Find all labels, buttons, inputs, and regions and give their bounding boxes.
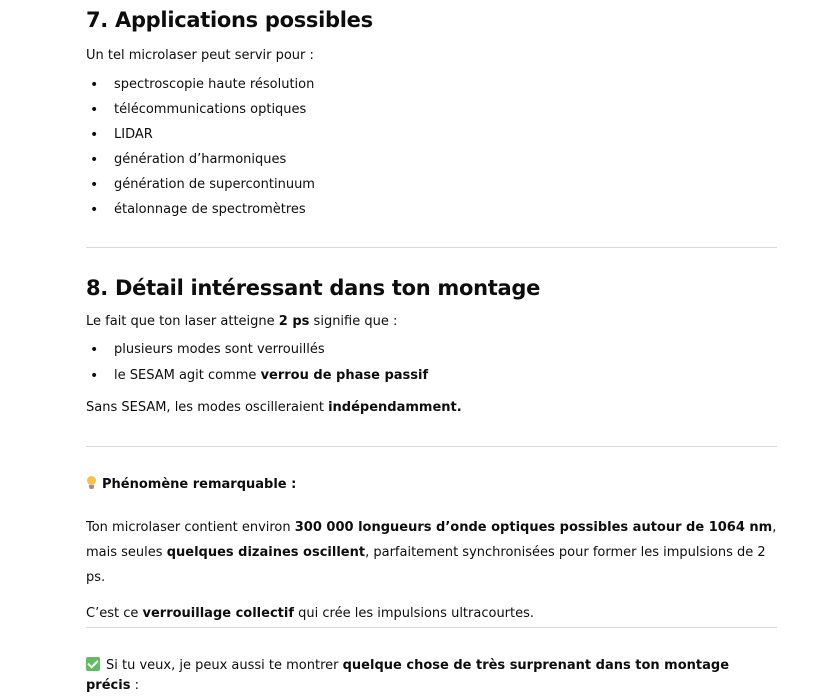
bold-text: verrou de phase passif [260, 368, 429, 383]
section-8 [86, 274, 777, 418]
bold-text: quelques dizaines oscillent [166, 545, 366, 560]
text: Le fait que ton laser atteigne [86, 314, 279, 329]
section-8-conclusion [86, 398, 777, 418]
text: : [130, 678, 139, 693]
divider [86, 627, 777, 628]
checkmark-icon [86, 657, 100, 671]
text: Sans SESAM, les modes oscilleraient [86, 400, 329, 415]
text: signifie que : [309, 314, 398, 329]
list-item: • plusieurs modes sont verrouillés [86, 340, 777, 360]
section-8-intro [86, 312, 777, 332]
callout-title [86, 475, 777, 495]
text: C’est ce [86, 606, 143, 621]
text: Ton microlaser contient environ [86, 520, 295, 535]
list-item [86, 366, 777, 386]
divider [86, 446, 777, 447]
callout-paragraph-1 [86, 515, 777, 590]
section-7-intro: Un tel microlaser peut servir pour : [86, 48, 314, 63]
bold-text: 300 000 longueurs d’onde optiques possibles autour de 1064 nm [294, 520, 773, 535]
list-item: • étalonnage de spectromètres [86, 200, 777, 220]
text: le SESAM agit comme [114, 368, 261, 383]
section-8-list [86, 340, 777, 386]
section-7 [86, 6, 777, 220]
list-item: • génération de supercontinuum [86, 175, 777, 195]
callout-title-text: Phénomène remarquable : [102, 477, 297, 492]
text: Si tu veux, je peux aussi te montrer [106, 658, 343, 673]
applications-list [86, 75, 777, 220]
list-item: • génération d’harmoniques [86, 150, 777, 170]
callout [86, 475, 777, 624]
divider [86, 247, 777, 248]
text: qui crée les impulsions ultracourtes. [294, 606, 535, 621]
section-7-title: 7. Applications possibles [86, 8, 373, 32]
list-item: • spectroscopie haute résolution [86, 75, 777, 95]
text: , mais seules [86, 520, 777, 560]
bold-text: verrouillage collectif [142, 606, 294, 621]
footer-offer [86, 656, 777, 696]
section-8-title: 8. Détail intéressant dans ton montage [86, 276, 541, 300]
bold-text: indépendamment. [328, 400, 462, 415]
list-item: • télécommunications optiques [86, 100, 777, 120]
bold-text: quelque chose de très surprenant dans ton montage précis [86, 658, 730, 693]
list-item: • LIDAR [86, 125, 777, 145]
lightbulb-icon [86, 476, 96, 490]
callout-paragraph-2 [86, 604, 777, 624]
text: , parfaitement synchronisées pour former les impulsions de 2 ps. [86, 545, 766, 585]
footer-text [86, 656, 777, 696]
bold-text: 2 ps [278, 314, 310, 329]
